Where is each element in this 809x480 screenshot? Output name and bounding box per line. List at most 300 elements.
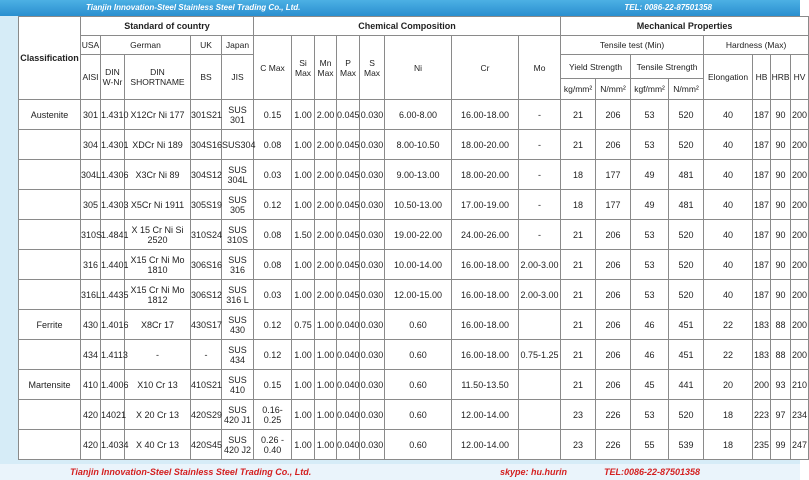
cell-ni: 8.00-10.50 xyxy=(385,130,452,160)
cell-el: 22 xyxy=(704,340,753,370)
hardness-group-header: Hardness (Max) xyxy=(704,36,809,55)
cell-jis: SUS 420 J1 xyxy=(222,400,254,430)
tensile-group-header: Tensile test (Min) xyxy=(561,36,704,55)
cell-bs: 420S45 xyxy=(191,430,222,460)
cell-hv: 200 xyxy=(791,310,809,340)
cell-mn: 1.00 xyxy=(315,310,337,340)
cell-cls xyxy=(19,130,81,160)
cell-dins: X 20 Cr 13 xyxy=(125,400,191,430)
cell-ts_kgf: 53 xyxy=(631,280,669,310)
cell-ts_n: 481 xyxy=(669,190,704,220)
cell-hv: 200 xyxy=(791,340,809,370)
cell-mn: 2.00 xyxy=(315,250,337,280)
cell-dinw: 1.4435 xyxy=(101,280,125,310)
cell-ts_n: 481 xyxy=(669,160,704,190)
country-usa: USA xyxy=(81,36,101,55)
cell-c: 0.08 xyxy=(254,250,292,280)
cell-hrb: 88 xyxy=(771,310,791,340)
cell-mn: 1.00 xyxy=(315,400,337,430)
cell-c: 0.12 xyxy=(254,310,292,340)
cell-mn: 2.00 xyxy=(315,100,337,130)
cell-p: 0.045 xyxy=(337,100,360,130)
cell-s: 0.030 xyxy=(360,190,385,220)
cell-hb: 183 xyxy=(753,310,771,340)
cell-jis: SUS 301 xyxy=(222,100,254,130)
cell-ys_kg: 21 xyxy=(561,310,596,340)
cell-cls xyxy=(19,280,81,310)
cell-c: 0.15 xyxy=(254,100,292,130)
cell-aisi: 301 xyxy=(81,100,101,130)
col-ni: Ni xyxy=(385,36,452,100)
cell-si: 1.00 xyxy=(292,400,315,430)
cell-jis: SUS 410 xyxy=(222,370,254,400)
table-row xyxy=(19,430,809,460)
cell-ts_kgf: 53 xyxy=(631,250,669,280)
cell-s: 0.030 xyxy=(360,160,385,190)
cell-dins: X15 Cr Ni Mo 1812 xyxy=(125,280,191,310)
cell-aisi: 434 xyxy=(81,340,101,370)
table-row xyxy=(19,370,809,400)
cell-cr: 18.00-20.00 xyxy=(452,160,519,190)
col-bs: BS xyxy=(191,55,222,100)
cell-ts_kgf: 46 xyxy=(631,340,669,370)
cell-jis: SUS304 xyxy=(222,130,254,160)
cell-cr: 12.00-14.00 xyxy=(452,430,519,460)
cell-s: 0.030 xyxy=(360,130,385,160)
cell-ys_kg: 23 xyxy=(561,430,596,460)
cell-ni: 19.00-22.00 xyxy=(385,220,452,250)
cell-mo: - xyxy=(519,130,561,160)
cell-mn: 1.00 xyxy=(315,340,337,370)
cell-ys_n: 206 xyxy=(596,250,631,280)
country-japan: Japan xyxy=(222,36,254,55)
table-row xyxy=(19,130,809,160)
cell-hb: 200 xyxy=(753,370,771,400)
cell-ts_n: 451 xyxy=(669,340,704,370)
cell-ys_kg: 21 xyxy=(561,220,596,250)
cell-cr: 18.00-20.00 xyxy=(452,130,519,160)
cell-ys_n: 206 xyxy=(596,130,631,160)
cell-hv: 210 xyxy=(791,370,809,400)
cell-c: 0.03 xyxy=(254,160,292,190)
cell-ts_n: 451 xyxy=(669,310,704,340)
cell-ts_kgf: 53 xyxy=(631,100,669,130)
country-german: German xyxy=(101,36,191,55)
cell-cr: 16.00-18.00 xyxy=(452,280,519,310)
cell-ni: 10.50-13.00 xyxy=(385,190,452,220)
col-aisi: AISI xyxy=(81,55,101,100)
cell-jis: SUS 305 xyxy=(222,190,254,220)
cell-aisi: 420 xyxy=(81,430,101,460)
cell-ni: 12.00-15.00 xyxy=(385,280,452,310)
cell-bs: 430S17 xyxy=(191,310,222,340)
cell-ys_kg: 23 xyxy=(561,400,596,430)
cell-ts_kgf: 53 xyxy=(631,400,669,430)
cell-hv: 200 xyxy=(791,220,809,250)
cell-dins: X5Cr Ni 1911 xyxy=(125,190,191,220)
cell-mo: 2.00-3.00 xyxy=(519,280,561,310)
table-row xyxy=(19,400,809,430)
unit-n-mm2: N/mm² xyxy=(596,79,631,100)
cell-cls xyxy=(19,190,81,220)
cell-aisi: 304L xyxy=(81,160,101,190)
cell-ni: 6.00-8.00 xyxy=(385,100,452,130)
cell-aisi: 420 xyxy=(81,400,101,430)
cell-ys_n: 206 xyxy=(596,340,631,370)
cell-c: 0.12 xyxy=(254,340,292,370)
cell-cr: 16.00-18.00 xyxy=(452,250,519,280)
cell-ts_n: 520 xyxy=(669,100,704,130)
cell-bs: 304S16 xyxy=(191,130,222,160)
cell-ys_kg: 21 xyxy=(561,340,596,370)
cell-ts_kgf: 53 xyxy=(631,130,669,160)
cell-jis: SUS 316 xyxy=(222,250,254,280)
cell-bs: - xyxy=(191,340,222,370)
cell-c: 0.08 xyxy=(254,220,292,250)
cell-ys_kg: 18 xyxy=(561,190,596,220)
cell-dins: X12Cr Ni 177 xyxy=(125,100,191,130)
cell-ts_kgf: 45 xyxy=(631,370,669,400)
cell-dins: X 15 Cr Ni Si 2520 xyxy=(125,220,191,250)
cell-s: 0.030 xyxy=(360,370,385,400)
cell-mn: 2.00 xyxy=(315,280,337,310)
cell-ys_n: 206 xyxy=(596,310,631,340)
cell-ts_kgf: 55 xyxy=(631,430,669,460)
cell-mn: 2.00 xyxy=(315,220,337,250)
cell-dinw: 14021 xyxy=(101,400,125,430)
cell-cls xyxy=(19,430,81,460)
cell-jis: SUS 310S xyxy=(222,220,254,250)
cell-hrb: 90 xyxy=(771,280,791,310)
cell-hb: 223 xyxy=(753,400,771,430)
top-banner xyxy=(0,0,800,16)
cell-mo: - xyxy=(519,160,561,190)
cell-c: 0.12 xyxy=(254,190,292,220)
cell-dins: X8Cr 17 xyxy=(125,310,191,340)
table-row xyxy=(19,220,809,250)
cell-el: 40 xyxy=(704,280,753,310)
cell-p: 0.040 xyxy=(337,400,360,430)
cell-cls xyxy=(19,220,81,250)
cell-cls xyxy=(19,250,81,280)
cell-mn: 2.00 xyxy=(315,160,337,190)
cell-s: 0.030 xyxy=(360,400,385,430)
cell-hv: 200 xyxy=(791,160,809,190)
cell-mn: 2.00 xyxy=(315,130,337,160)
cell-ni: 0.60 xyxy=(385,400,452,430)
cell-ts_n: 520 xyxy=(669,280,704,310)
col-s-max: S Max xyxy=(360,36,385,100)
cell-hb: 187 xyxy=(753,220,771,250)
cell-hb: 187 xyxy=(753,130,771,160)
cell-si: 1.00 xyxy=(292,190,315,220)
col-din-wnr: DIN W-Nr xyxy=(101,55,125,100)
cell-el: 40 xyxy=(704,130,753,160)
cell-dinw: 1.4113 xyxy=(101,340,125,370)
cell-jis: SUS 304L xyxy=(222,160,254,190)
cell-hb: 187 xyxy=(753,100,771,130)
cell-bs: 420S29 xyxy=(191,400,222,430)
table-row xyxy=(19,100,809,130)
cell-hb: 235 xyxy=(753,430,771,460)
cell-p: 0.045 xyxy=(337,130,360,160)
cell-cr: 16.00-18.00 xyxy=(452,100,519,130)
cell-ts_n: 520 xyxy=(669,250,704,280)
cell-ys_n: 226 xyxy=(596,400,631,430)
standard-group-header: Standard of country xyxy=(81,17,254,36)
cell-hv: 200 xyxy=(791,100,809,130)
cell-bs: 310S24 xyxy=(191,220,222,250)
cell-cls: Ferrite xyxy=(19,310,81,340)
cell-ni: 0.60 xyxy=(385,370,452,400)
table-row xyxy=(19,280,809,310)
cell-cls xyxy=(19,160,81,190)
stainless-steel-spec-table xyxy=(18,16,809,460)
col-p-max: P Max xyxy=(337,36,360,100)
unit-kgf-mm2: kgf/mm² xyxy=(631,79,669,100)
table-row xyxy=(19,160,809,190)
cell-si: 1.50 xyxy=(292,220,315,250)
cell-ys_kg: 21 xyxy=(561,370,596,400)
cell-aisi: 430 xyxy=(81,310,101,340)
cell-hrb: 90 xyxy=(771,130,791,160)
cell-dins: X10 Cr 13 xyxy=(125,370,191,400)
cell-mn: 1.00 xyxy=(315,430,337,460)
cell-si: 1.00 xyxy=(292,340,315,370)
cell-el: 40 xyxy=(704,160,753,190)
cell-bs: 304S12 xyxy=(191,160,222,190)
col-din-shortname: DIN SHORTNAME xyxy=(125,55,191,100)
header-telephone: TEL: 0086-22-87501358 xyxy=(624,3,712,12)
mechanical-group-header: Mechanical Properties xyxy=(561,17,809,36)
cell-ni: 0.60 xyxy=(385,430,452,460)
cell-bs: 305S19 xyxy=(191,190,222,220)
cell-p: 0.040 xyxy=(337,340,360,370)
cell-jis: SUS 434 xyxy=(222,340,254,370)
cell-cls: Martensite xyxy=(19,370,81,400)
cell-c: 0.16-0.25 xyxy=(254,400,292,430)
cell-aisi: 410 xyxy=(81,370,101,400)
cell-si: 1.00 xyxy=(292,100,315,130)
cell-mn: 1.00 xyxy=(315,370,337,400)
cell-el: 40 xyxy=(704,190,753,220)
cell-p: 0.045 xyxy=(337,280,360,310)
table-row xyxy=(19,190,809,220)
cell-ys_kg: 21 xyxy=(561,130,596,160)
cell-mn: 2.00 xyxy=(315,190,337,220)
cell-dins: XDCr Ni 189 xyxy=(125,130,191,160)
cell-p: 0.040 xyxy=(337,370,360,400)
cell-hb: 187 xyxy=(753,250,771,280)
cell-hv: 200 xyxy=(791,280,809,310)
cell-ts_kgf: 46 xyxy=(631,310,669,340)
cell-hv: 247 xyxy=(791,430,809,460)
cell-s: 0.030 xyxy=(360,250,385,280)
cell-s: 0.030 xyxy=(360,310,385,340)
cell-dinw: 1.4301 xyxy=(101,130,125,160)
cell-hv: 200 xyxy=(791,190,809,220)
bottom-banner xyxy=(0,464,800,480)
cell-hrb: 90 xyxy=(771,220,791,250)
cell-el: 22 xyxy=(704,310,753,340)
cell-ts_n: 539 xyxy=(669,430,704,460)
table-row xyxy=(19,340,809,370)
cell-si: 1.00 xyxy=(292,430,315,460)
cell-ys_kg: 18 xyxy=(561,160,596,190)
cell-hrb: 93 xyxy=(771,370,791,400)
cell-p: 0.045 xyxy=(337,190,360,220)
unit-n-mm2-tensile: N/mm² xyxy=(669,79,704,100)
col-jis: JIS xyxy=(222,55,254,100)
col-mn-max: Mn Max xyxy=(315,36,337,100)
classification-header: Classification xyxy=(19,17,81,100)
cell-ts_n: 520 xyxy=(669,220,704,250)
cell-aisi: 304 xyxy=(81,130,101,160)
cell-s: 0.030 xyxy=(360,220,385,250)
cell-ni: 0.60 xyxy=(385,340,452,370)
cell-ts_kgf: 53 xyxy=(631,220,669,250)
footer-telephone: TEL:0086-22-87501358 xyxy=(604,467,701,477)
cell-aisi: 305 xyxy=(81,190,101,220)
cell-cls xyxy=(19,340,81,370)
country-uk: UK xyxy=(191,36,222,55)
cell-p: 0.040 xyxy=(337,430,360,460)
cell-dinw: 1.4841 xyxy=(101,220,125,250)
cell-si: 0.75 xyxy=(292,310,315,340)
cell-ys_kg: 21 xyxy=(561,100,596,130)
unit-kg-mm2: kg/mm² xyxy=(561,79,596,100)
cell-s: 0.030 xyxy=(360,100,385,130)
col-mo: Mo xyxy=(519,36,561,100)
cell-c: 0.26 - 0.40 xyxy=(254,430,292,460)
cell-hv: 200 xyxy=(791,130,809,160)
cell-dins: X3Cr Ni 89 xyxy=(125,160,191,190)
col-hb: HB xyxy=(753,55,771,100)
cell-mo: - xyxy=(519,100,561,130)
cell-hv: 234 xyxy=(791,400,809,430)
cell-dinw: 1.4306 xyxy=(101,160,125,190)
cell-aisi: 316L xyxy=(81,280,101,310)
cell-hb: 187 xyxy=(753,190,771,220)
cell-s: 0.030 xyxy=(360,340,385,370)
cell-dins: X15 Cr Ni Mo 1810 xyxy=(125,250,191,280)
cell-si: 1.00 xyxy=(292,280,315,310)
col-yield-strength: Yield Strength xyxy=(561,55,631,79)
col-tensile-strength: Tensile Strength xyxy=(631,55,704,79)
cell-bs: 410S21 xyxy=(191,370,222,400)
cell-hb: 187 xyxy=(753,160,771,190)
header-company-name: Tianjin Innovation-Steel Stainless Steel Trading Co., Ltd. xyxy=(86,3,301,12)
cell-hrb: 90 xyxy=(771,160,791,190)
cell-hrb: 90 xyxy=(771,250,791,280)
col-hrb: HRB xyxy=(771,55,791,100)
cell-c: 0.03 xyxy=(254,280,292,310)
cell-p: 0.045 xyxy=(337,160,360,190)
cell-ys_kg: 21 xyxy=(561,280,596,310)
cell-ts_n: 520 xyxy=(669,400,704,430)
cell-cls: Austenite xyxy=(19,100,81,130)
cell-dinw: 1.4034 xyxy=(101,430,125,460)
chemical-group-header: Chemical Composition xyxy=(254,17,561,36)
cell-dinw: 1.4006 xyxy=(101,370,125,400)
col-cr: Cr xyxy=(452,36,519,100)
cell-aisi: 316 xyxy=(81,250,101,280)
cell-mo: 2.00-3.00 xyxy=(519,250,561,280)
col-si-max: Si Max xyxy=(292,36,315,100)
footer-company-name: Tianjin Innovation-Steel Stainless Steel Trading Co., Ltd. xyxy=(70,467,312,477)
cell-si: 1.00 xyxy=(292,370,315,400)
cell-jis: SUS 430 xyxy=(222,310,254,340)
cell-ys_n: 177 xyxy=(596,190,631,220)
cell-hrb: 90 xyxy=(771,100,791,130)
cell-ts_kgf: 49 xyxy=(631,190,669,220)
cell-mo xyxy=(519,430,561,460)
table-row xyxy=(19,250,809,280)
cell-el: 40 xyxy=(704,100,753,130)
cell-cr: 16.00-18.00 xyxy=(452,340,519,370)
cell-mo xyxy=(519,310,561,340)
cell-ys_n: 206 xyxy=(596,220,631,250)
cell-ni: 0.60 xyxy=(385,310,452,340)
col-c-max: C Max xyxy=(254,36,292,100)
cell-dinw: 1.4303 xyxy=(101,190,125,220)
cell-dinw: 1.4310 xyxy=(101,100,125,130)
cell-cr: 12.00-14.00 xyxy=(452,400,519,430)
cell-p: 0.040 xyxy=(337,310,360,340)
cell-hb: 183 xyxy=(753,340,771,370)
cell-el: 18 xyxy=(704,400,753,430)
cell-mo: 0.75-1.25 xyxy=(519,340,561,370)
cell-ys_kg: 21 xyxy=(561,250,596,280)
cell-el: 18 xyxy=(704,430,753,460)
table-body xyxy=(19,100,809,460)
cell-ni: 9.00-13.00 xyxy=(385,160,452,190)
cell-cr: 11.50-13.50 xyxy=(452,370,519,400)
cell-dins: - xyxy=(125,340,191,370)
cell-c: 0.08 xyxy=(254,130,292,160)
cell-ys_n: 206 xyxy=(596,280,631,310)
cell-jis: SUS 316 L xyxy=(222,280,254,310)
cell-ys_n: 206 xyxy=(596,370,631,400)
cell-mo xyxy=(519,370,561,400)
cell-ts_n: 520 xyxy=(669,130,704,160)
cell-bs: 306S16 xyxy=(191,250,222,280)
cell-ni: 10.00-14.00 xyxy=(385,250,452,280)
cell-ys_n: 206 xyxy=(596,100,631,130)
cell-hrb: 99 xyxy=(771,430,791,460)
cell-c: 0.15 xyxy=(254,370,292,400)
cell-dins: X 40 Cr 13 xyxy=(125,430,191,460)
cell-cr: 16.00-18.00 xyxy=(452,310,519,340)
cell-s: 0.030 xyxy=(360,430,385,460)
cell-mo xyxy=(519,400,561,430)
cell-ts_n: 441 xyxy=(669,370,704,400)
cell-si: 1.00 xyxy=(292,250,315,280)
cell-hrb: 88 xyxy=(771,340,791,370)
table-frame xyxy=(0,16,808,464)
cell-si: 1.00 xyxy=(292,160,315,190)
cell-bs: 301S21 xyxy=(191,100,222,130)
cell-ys_n: 177 xyxy=(596,160,631,190)
cell-ys_n: 226 xyxy=(596,430,631,460)
cell-el: 20 xyxy=(704,370,753,400)
cell-el: 40 xyxy=(704,250,753,280)
cell-el: 40 xyxy=(704,220,753,250)
cell-p: 0.045 xyxy=(337,220,360,250)
cell-hb: 187 xyxy=(753,280,771,310)
table-row xyxy=(19,310,809,340)
cell-bs: 306S12 xyxy=(191,280,222,310)
